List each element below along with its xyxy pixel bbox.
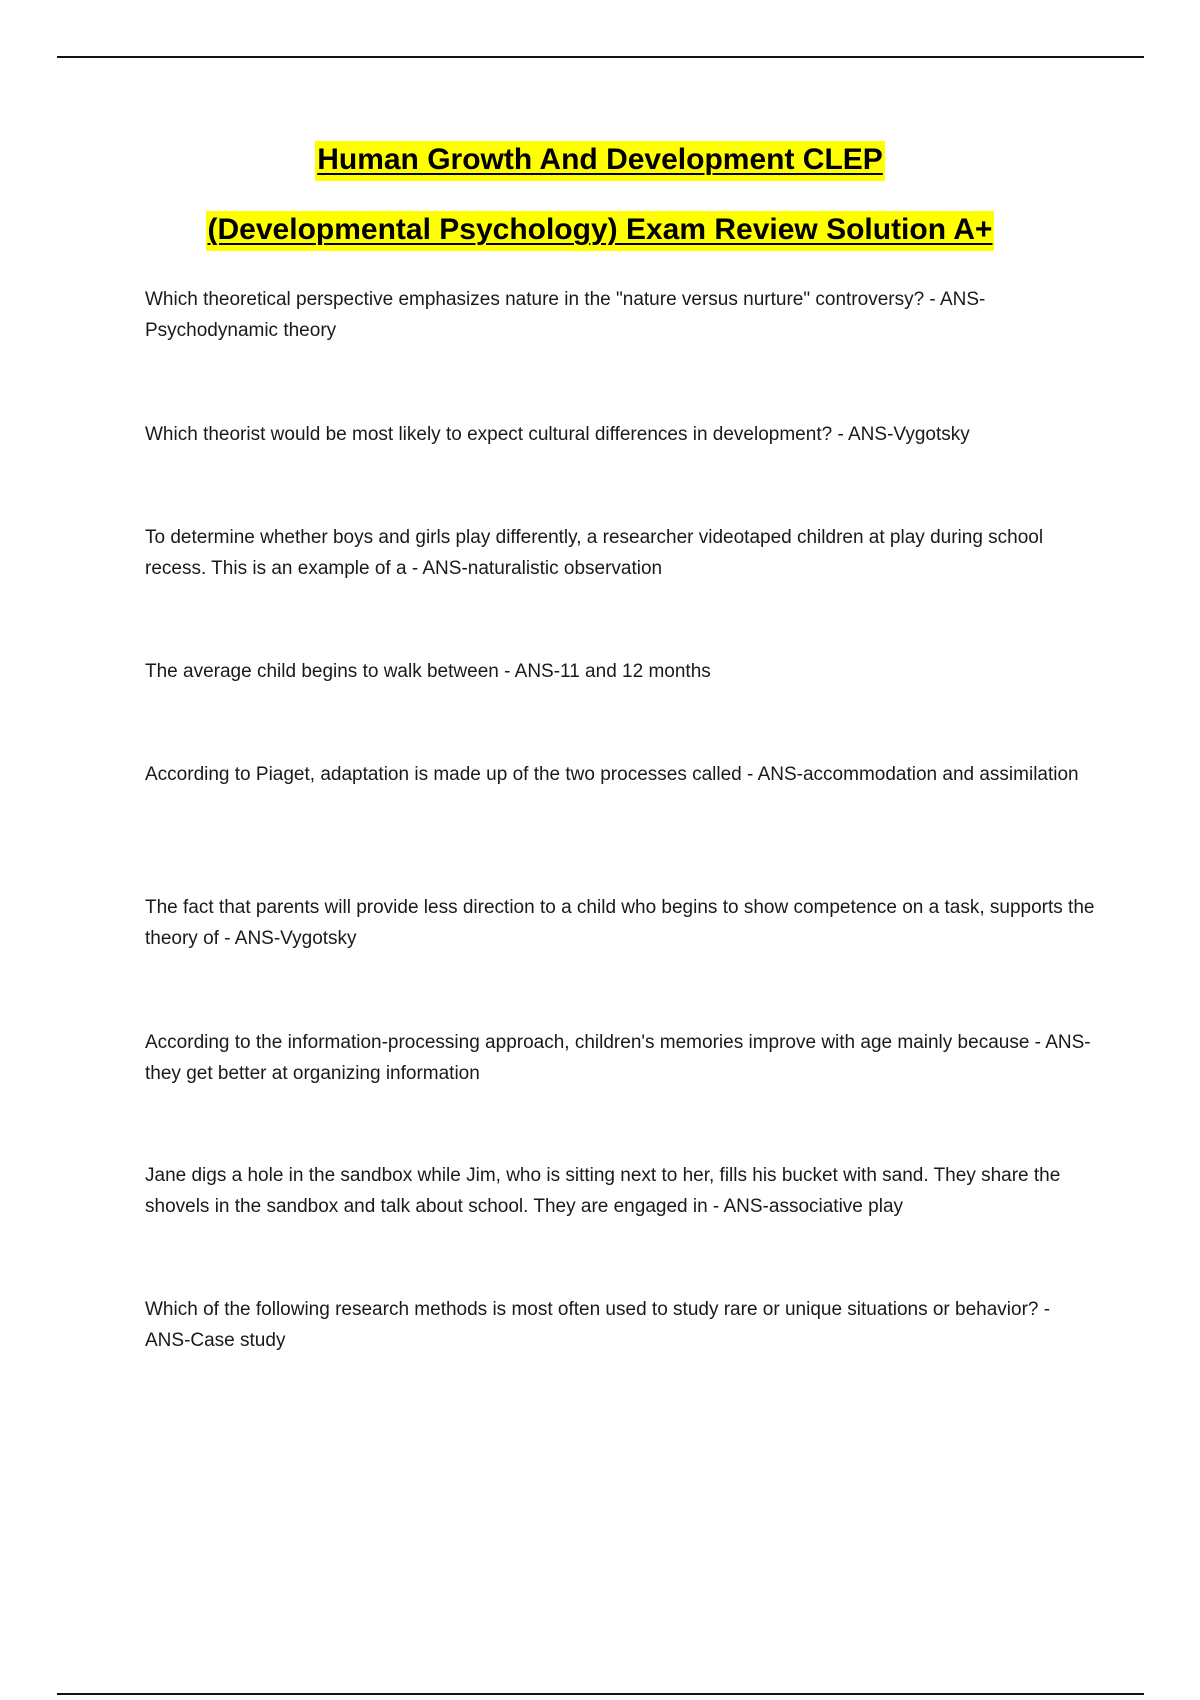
qa-item-2: Which theorist would be most likely to expect cultural differences in development? - ANS-Vygotsky [145,424,970,445]
qa-item-4: The average child begins to walk between - ANS-11 and 12 months [145,661,711,682]
qa-item-1: Which theoretical perspective emphasizes nature in the "nature versus nurture" controversy? - ANS-Psychodynamic theory [145,289,986,341]
bottom-rule [57,1693,1144,1695]
title-line-1-text: Human Growth And Development CLEP [315,141,885,181]
title-line-2-text: (Developmental Psychology) Exam Review Solution A+ [206,211,995,251]
title-line-1 [0,140,1200,180]
qa-item-3: To determine whether boys and girls play differently, a researcher videotaped children at play during school recess. This is an example of a - ANS-naturalistic observation [145,527,1044,579]
qa-item-7: According to the information-processing approach, children's memories improve with age mainly because - ANS-they get better at organizing information [145,1032,1091,1084]
qa-item-6: The fact that parents will provide less direction to a child who begins to show competence on a task, supports the theory of - ANS-Vygotsky [145,897,1095,949]
top-rule [57,56,1144,58]
qa-item-5: According to Piaget, adaptation is made up of the two processes called - ANS-accommodation and assimilation [145,764,1079,785]
title-line-2 [0,210,1200,250]
document-title [0,140,1200,250]
qa-item-8: Jane digs a hole in the sandbox while Jim, who is sitting next to her, fills his bucket with sand. They share the shovels in the sandbox and talk about school. They are engaged in - ANS-associative play [145,1165,1061,1217]
qa-item-9: Which of the following research methods is most often used to study rare or unique situations or behavior? - ANS-Case study [145,1299,1051,1351]
